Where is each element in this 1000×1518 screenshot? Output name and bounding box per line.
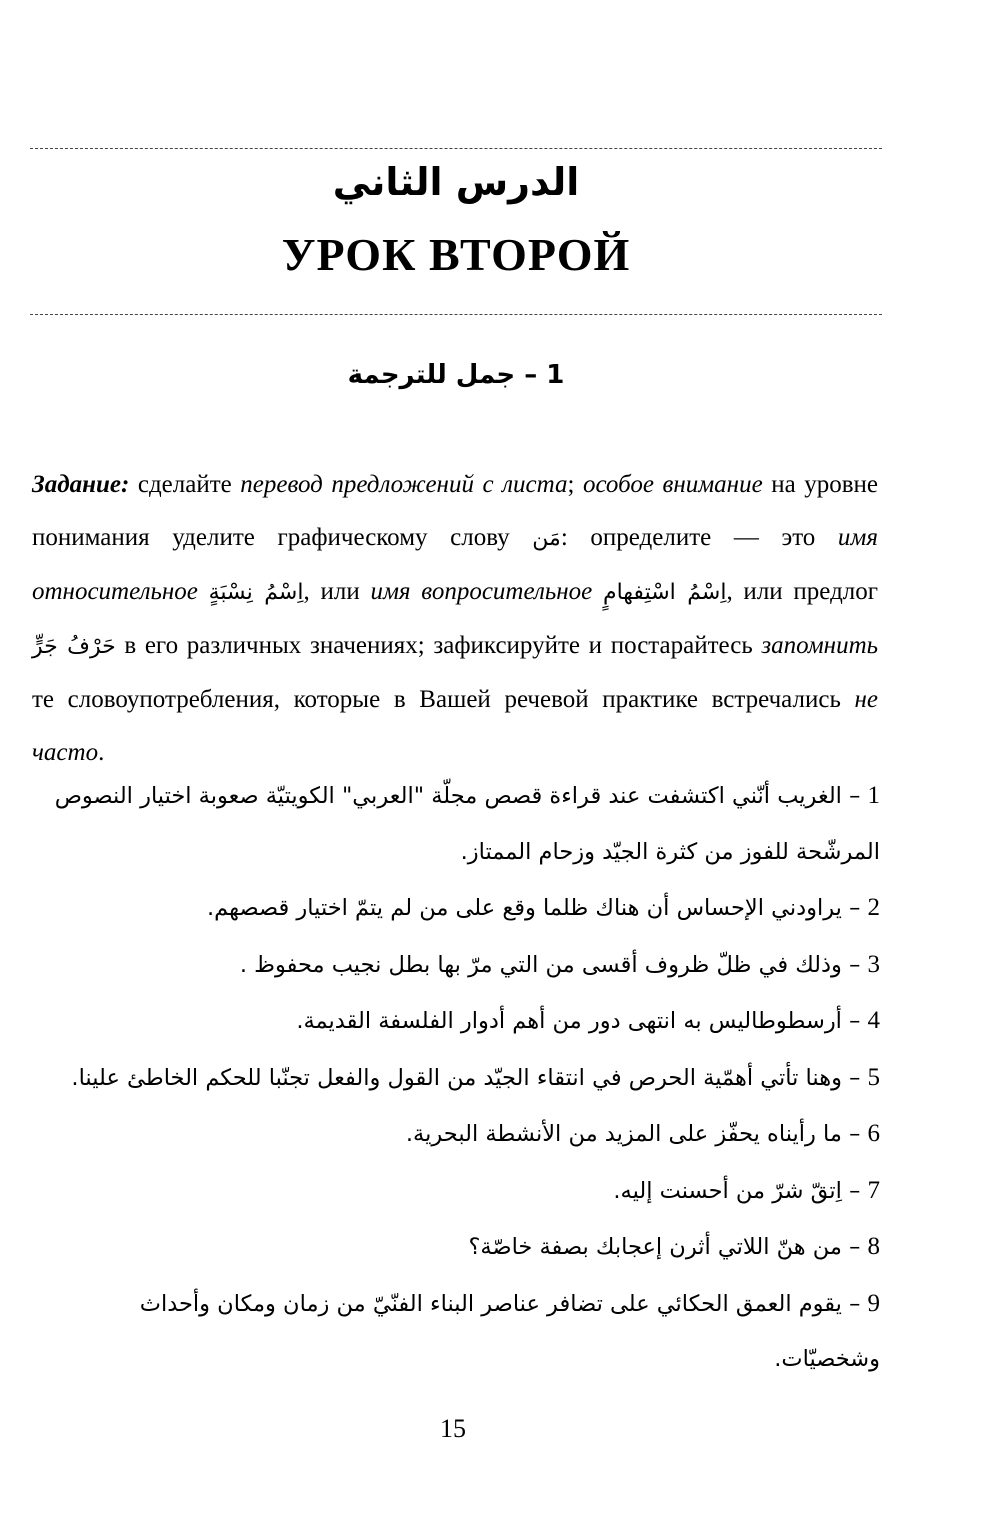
- sentence-dash: –: [849, 1177, 861, 1204]
- task-text: на уровне понимания уделите графическому слову: [32, 471, 878, 551]
- sentence-item: [30, 1106, 880, 1163]
- sentence-text: أرسطوطاليس به انتهى دور من أهم أدوار الفلسفة القديمة.: [296, 1008, 842, 1034]
- sentence-dash: –: [849, 1290, 861, 1317]
- sentence-text: وذلك في ظلّ ظروف أقسى من التي مرّ بها بطل نجيب محفوظ .: [239, 951, 842, 978]
- task-emphasis: не часто: [32, 686, 878, 766]
- sentence-text: من هنّ اللاتي أثرن إعجابك بصفة خاصّة؟: [468, 1234, 842, 1260]
- task-text: те словоупотребления, которые в Вашей речевой практике встречались: [32, 686, 855, 713]
- sentence-item: [30, 768, 880, 880]
- task-emphasis: имя вопросительное: [370, 578, 593, 605]
- task-text: .: [98, 739, 105, 766]
- sentence-item: [30, 880, 880, 937]
- task-text: [198, 578, 209, 605]
- section-heading: 1 – جمل للترجمة: [347, 360, 565, 390]
- sentence-number: 8: [867, 1233, 880, 1260]
- sentence-dash: –: [849, 1121, 861, 1147]
- task-emphasis: запомнить: [761, 632, 878, 659]
- task-arabic-term: حَرْفُ جَرٍّ: [32, 634, 116, 659]
- sentence-text: اِتقّ شرّ من أحسنت إليه.: [613, 1177, 842, 1204]
- sentence-dash: –: [849, 951, 861, 978]
- bottom-dashed-divider: [30, 314, 882, 315]
- sentence-item: [30, 937, 880, 994]
- sentence-number: 3: [867, 950, 880, 978]
- task-arabic-term: اِسْمُ اسْتِفهامٍ: [602, 580, 727, 605]
- lesson-title-arabic: الدرس الثاني: [332, 160, 580, 204]
- task-arabic-term: اِسْمُ نِسْبَةٍ: [208, 580, 304, 605]
- sentence-dash: –: [849, 1008, 861, 1034]
- task-arabic-term: مَن: [532, 526, 561, 551]
- top-dashed-divider: [30, 148, 882, 149]
- sentence-dash: –: [849, 1234, 861, 1260]
- task-label: Задание:: [32, 471, 130, 498]
- sentence-text: يقوم العمق الحكائي على تضافر عناصر البناء الفنّيّ من زمان ومكان وأحداث وشخصيّات.: [139, 1290, 880, 1372]
- sentence-list: [30, 768, 880, 1388]
- sentence-number: 4: [867, 1007, 880, 1034]
- task-emphasis: особое внимание: [582, 471, 763, 498]
- task-text: ;: [567, 471, 583, 498]
- task-text: сделайте: [129, 471, 241, 498]
- task-emphasis: имя относительное: [32, 524, 878, 605]
- sentence-item: [30, 1276, 880, 1388]
- task-text: [592, 578, 603, 605]
- sentence-item: [30, 1163, 880, 1220]
- sentence-text: وهنا تأتي أهمّية الحرص في انتقاء الجيّد من القول والفعل تجنّبا للحكم الخاطئ علينا.: [71, 1064, 842, 1091]
- sentence-dash: –: [849, 1064, 861, 1091]
- sentence-text: الغريب أنّني اكتشفت عند قراءة قصص مجلّة "العربي" الكويتيّة صعوبة اختيار النصوص المرشّحة للفوز من كثرة الجيّد وزحام الممتاز.: [54, 783, 880, 865]
- sentence-number: 9: [867, 1289, 880, 1317]
- sentence-dash: –: [849, 895, 861, 921]
- sentence-item: [30, 993, 880, 1050]
- sentence-item: [30, 1219, 880, 1276]
- sentence-text: يراودني الإحساس أن هناك ظلما وقع على من لم يتمّ اختيار قصصهم.: [207, 895, 842, 921]
- task-emphasis: перевод предложений с листа: [240, 471, 568, 498]
- sentence-dash: –: [849, 783, 861, 809]
- page-number: 15: [440, 1414, 466, 1443]
- sentence-item: [30, 1050, 880, 1107]
- sentence-number: 5: [867, 1063, 880, 1091]
- sentence-text: ما رأيناه يحفّز على المزيد من الأنشطة البحرية.: [405, 1121, 842, 1147]
- sentence-number: 1: [867, 782, 880, 809]
- sentence-number: 6: [867, 1120, 880, 1147]
- task-text: , или: [303, 578, 371, 605]
- task-text: в его различных значениях; зафиксируйте и постарайтесь: [115, 632, 762, 659]
- task-text: , или предлог: [726, 578, 879, 605]
- sentence-number: 7: [867, 1176, 880, 1204]
- sentence-number: 2: [867, 894, 880, 921]
- task-paragraph: [32, 458, 878, 779]
- task-text: : определите — это: [560, 524, 838, 551]
- lesson-title-russian: УРОК ВТОРОЙ: [281, 229, 631, 280]
